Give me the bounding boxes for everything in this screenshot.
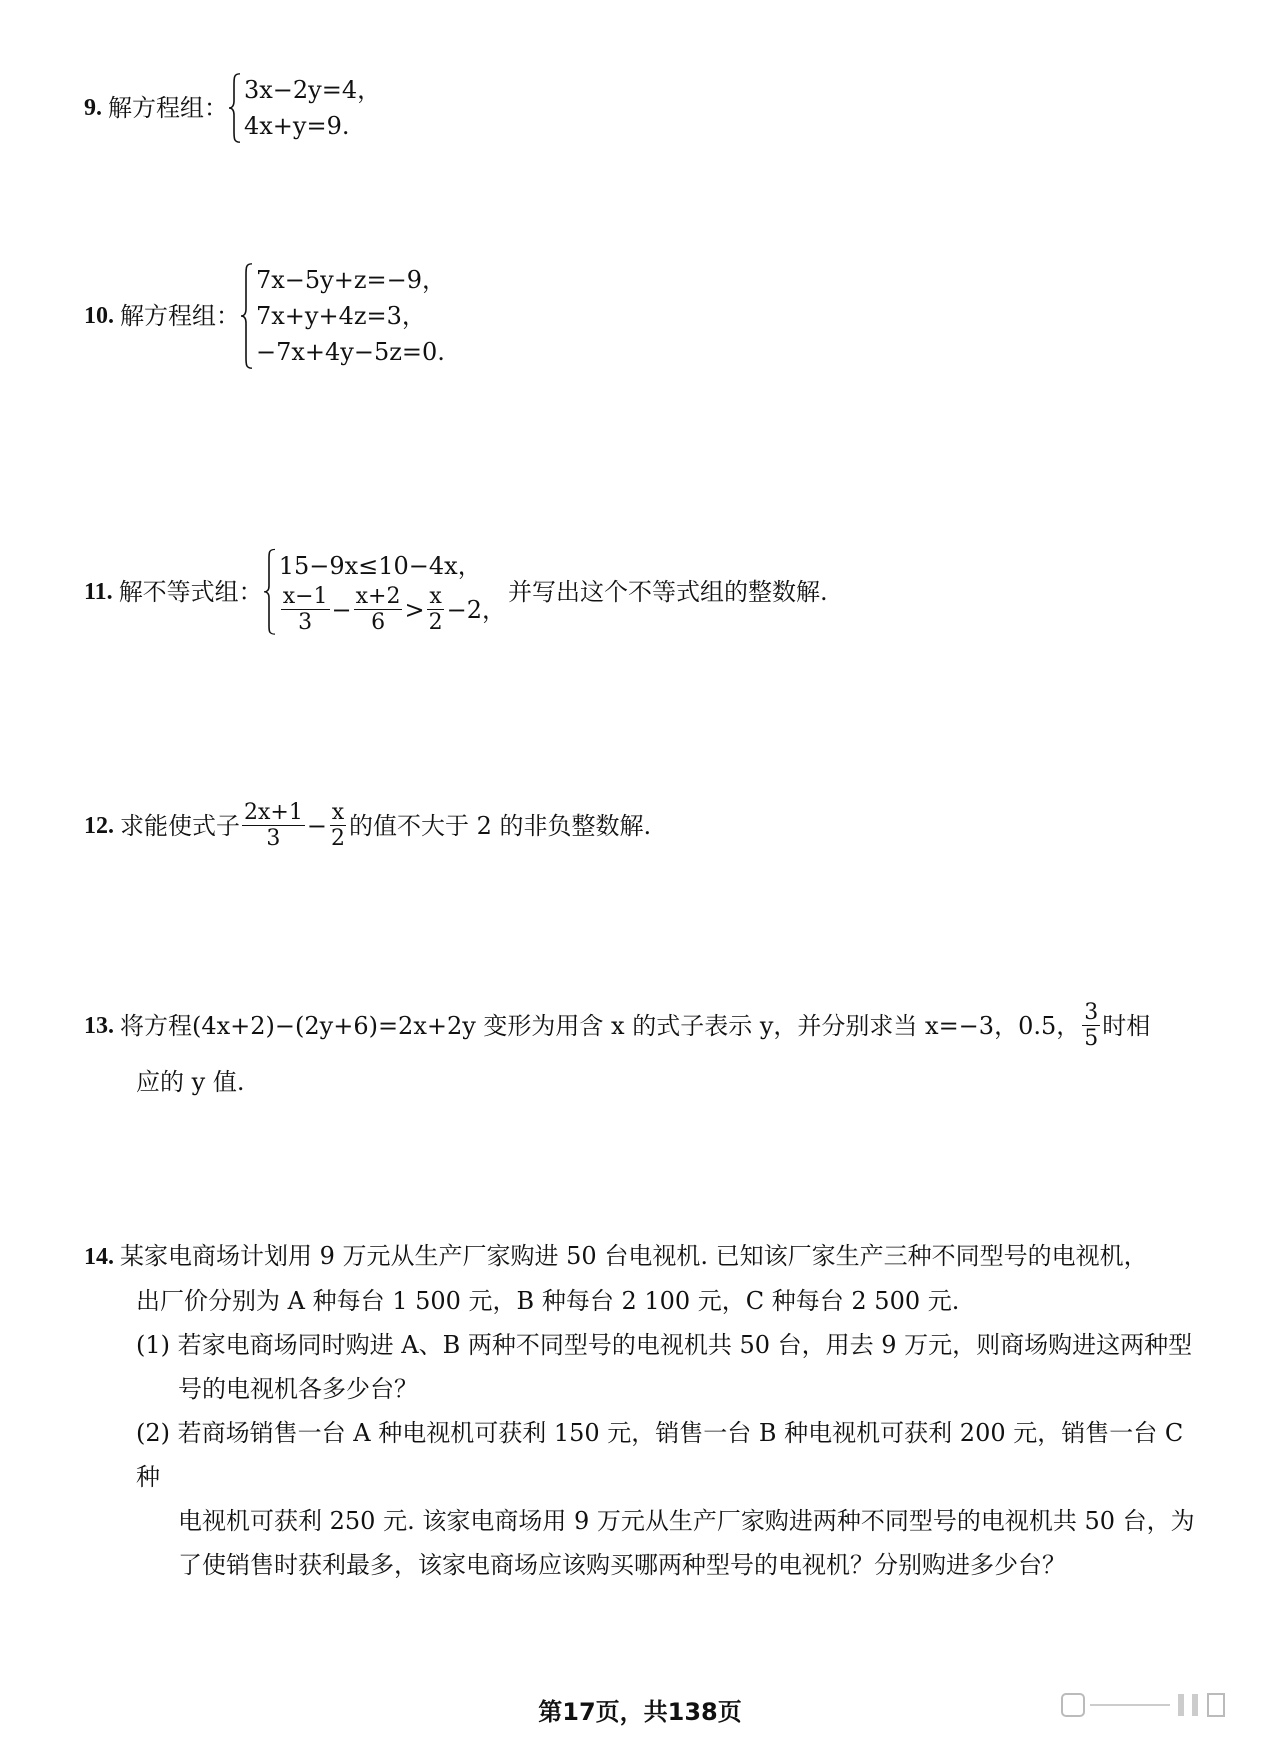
- fraction: $\frac{x+2}{6}$: [355, 584, 401, 636]
- equation-2: 7x+y+4z=3，: [256, 302, 426, 330]
- question-suffix: 并写出这个不等式组的整数解.: [507, 577, 828, 606]
- question-number: 13.: [84, 1012, 114, 1039]
- question-number: 9.: [84, 95, 102, 121]
- question-line-1: 将方程(4x+2)−(2y+6)=2x+2y 变形为用含 x 的式子表示 y，并分别求当 x=−3，0.5，: [120, 1011, 1081, 1040]
- equation-3: −7x+4y−5z=0.: [256, 338, 445, 366]
- question-line-2: 出厂价分别为 A 种每台 1 500 元，B 种每台 2 100 元，C 种每台 2 500 元.: [136, 1287, 960, 1315]
- fraction: $\frac{x}{2}$: [330, 800, 345, 852]
- question-number: 10.: [84, 303, 114, 329]
- part-2-line-2: 电视机可获利 250 元. 该家电商场用 9 万元从生产厂家购进两种不同型号的电视机共 50 台，为: [178, 1507, 1195, 1535]
- fraction: $\frac{3}{5}$: [1084, 1000, 1099, 1052]
- equation-system: [240, 262, 446, 370]
- inequality-system: [263, 548, 506, 636]
- part-1-line-2: 号的电视机各多少台？: [178, 1375, 418, 1403]
- part-2-line-3: 了使销售时获利最多，该家电商场应该购买哪两种型号的电视机？分别购进多少台？: [178, 1551, 1066, 1579]
- question-number: 11.: [84, 578, 113, 605]
- part-1-line-1: (1) 若家电商场同时购进 A、B 两种不同型号的电视机共 50 台，用去 9 万元，则商场购进这两种型: [136, 1331, 1193, 1359]
- question-line-2: 应的 y 值.: [136, 1067, 245, 1096]
- fraction: $\frac{x-1}{3}$: [282, 584, 328, 636]
- left-brace-icon: [240, 262, 254, 370]
- question-14: [84, 1234, 1214, 1587]
- question-prompt: 解不等式组：: [118, 577, 263, 606]
- equation-1: 3x−2y=4，: [244, 76, 382, 104]
- question-prompt: 解方程组：: [120, 302, 240, 330]
- equation-system: [228, 72, 381, 144]
- question-13: 13. 将方程(4x+2)−(2y+6)=2x+2y 变形为用含 x 的式子表示 y，并分别求当 x=−3，0.5， $\frac{3}{5}$ 时相 应的 y 值.: [84, 1000, 1204, 1104]
- equation-2: 4x+y=9.: [244, 112, 350, 140]
- inequality-1: 15−9x≤10−4x，: [278, 552, 482, 580]
- left-brace-icon: [228, 72, 242, 144]
- question-9: [84, 72, 381, 144]
- question-10: [84, 262, 446, 370]
- inequality-2: $\frac{x-1}{3}$ − $\frac{x+2}{6}$ > $\frac{x}{2}$ −2，: [282, 584, 506, 636]
- question-number: 14.: [84, 1244, 114, 1270]
- question-12: 12. 求能使式子 $\frac{2x+1}{3}$ − $\frac{x}{2}$ 的值不大于 2 的非负整数解.: [84, 800, 652, 852]
- question-number: 12.: [84, 812, 114, 839]
- equation-1: 7x−5y+z=−9，: [256, 266, 446, 294]
- page-number: 第17页，共138页: [538, 1698, 742, 1726]
- question-prefix: 求能使式子: [120, 811, 240, 840]
- question-suffix: 的值不大于 2 的非负整数解.: [348, 811, 652, 840]
- question-prompt: 解方程组：: [108, 94, 228, 122]
- question-line-1: 某家电商场计划用 9 万元从生产厂家购进 50 台电视机. 已知该厂家生产三种不同型号的电视机，: [120, 1242, 1148, 1270]
- fraction: $\frac{2x+1}{3}$: [244, 800, 303, 852]
- watermark-icon: [1060, 1690, 1250, 1720]
- left-brace-icon: [263, 548, 277, 636]
- fraction: $\frac{x}{2}$: [428, 584, 443, 636]
- question-11: [84, 548, 828, 636]
- part-2-line-1: (2) 若商场销售一台 A 种电视机可获利 150 元，销售一台 B 种电视机可获利 200 元，销售一台 C 种: [136, 1419, 1184, 1491]
